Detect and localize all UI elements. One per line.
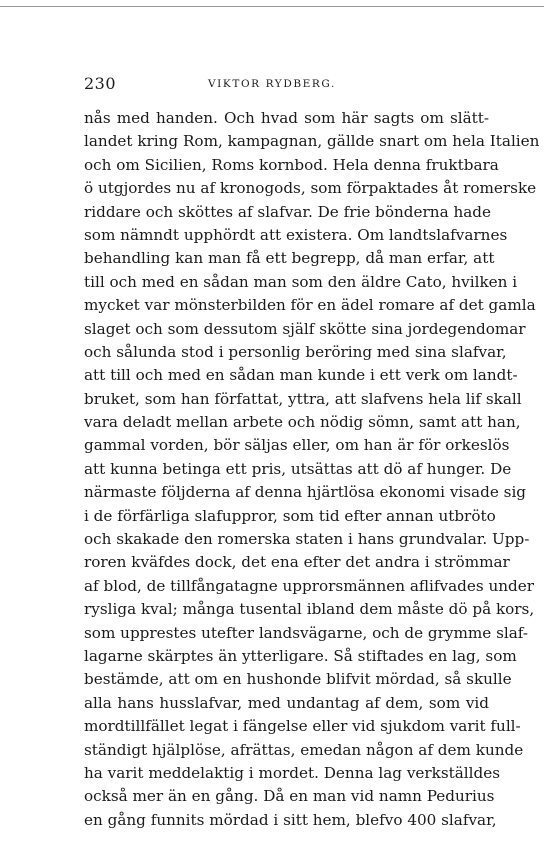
text-line: ha varit meddelaktig i mordet. Denna lag verkställdes [84,763,501,782]
text-line: roren kväfdes dock, det ena efter det andra i strömmar [84,553,510,572]
page-number: 230 [84,74,117,93]
text-line: gammal vorden, bör säljas eller, om han är för orkeslös [84,436,510,455]
text-line: slaget och som dessutom själf skötte sina jordegendomar [84,319,526,338]
text-line: mycket var mönsterbilden för en ädel romare af det gamla [84,296,536,315]
text-line: mordtillfället legat i fängelse eller vid sjukdom varit full- [84,717,521,736]
text-line: närmaste följderna af denna hjärtlösa ekonomi visade sig [84,483,527,502]
text-line: bestämde, att om en hushonde blifvit mördad, så skulle [84,670,512,689]
text-line: lagarne skärptes än ytterligare. Så stiftades en lag, som [84,646,517,665]
running-head: VIKTOR RYDBERG. [207,78,336,90]
top-border-rule [0,6,544,7]
text-line: behandling kan man få ett begrepp, då man erfar, att [84,249,495,268]
text-line: ö utgjordes nu af kronogods, som förpaktades åt romerske [84,179,537,198]
text-line: som nämndt upphördt att existera. Om landtslafvarnes [84,225,508,244]
text-line: en gång funnits mördad i sitt hem, blefvo 400 slafvar, [84,810,497,829]
text-line: ständigt hjälplöse, afrättas, emedan någon af dem kunde [84,740,524,759]
text-line: af blod, de tillfångatagne upprorsmännen aflifvades under [84,576,534,595]
text-line: och sålunda stod i personlig beröring med sina slafvar, [84,342,507,361]
text-line: vara deladt mellan arbete och nödig sömn, samt att han, [84,413,521,432]
text-line: i de förfärliga slafuppror, som tid efter annan utbröto [84,506,496,525]
text-line: nås med handen. Och hvad som här sagts om slätt- [84,109,489,127]
text-line: alla hans husslafvar, med undantag af dem, som vid [84,693,489,712]
body-text [84,107,540,832]
text-line: att till och med en sådan man kunde i ett verk om landt- [84,366,518,385]
text-line: som upprestes utefter landsvägarne, och de grymme slaf- [84,623,529,642]
text-line: landet kring Rom, kampagnan, gällde snart om hela Italien [84,132,540,151]
text-line: bruket, som han författat, yttra, att slafvens hela lif skall [84,389,522,408]
text-line: riddare och sköttes af slafvar. De frie bönderna hade [84,202,491,221]
text-line: att kunna betinga ett pris, utsättas att dö af hunger. De [84,459,512,478]
text-line: och skakade den romerska staten i hans grundvalar. Upp- [84,530,530,549]
text-line: också mer än en gång. Då en man vid namn Pedurius [84,787,495,806]
text-line: till och med en sådan man som den äldre Cato, hvilken i [84,272,518,291]
text-line: och om Sicilien, Roms kornbod. Hela denna fruktbara [84,155,499,174]
text-line: rysliga kval; många tusental ibland dem måste dö på kors, [84,600,535,619]
